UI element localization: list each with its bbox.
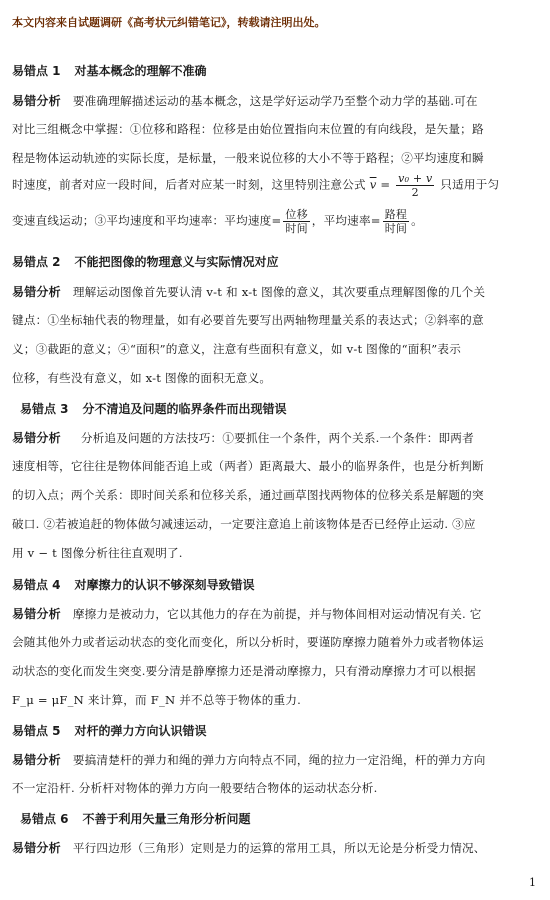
paragraph-line-friction-formula: F_μ = μF_N 来计算，而 F_N 并不总等于物体的重力. (12, 693, 302, 707)
section-number: 易错点 4 (12, 578, 61, 592)
paragraph-line: 易错分析 理解运动图像首先要认清 v-t 和 x-t 图像的意义，其次要重点理解图像的几个关 (12, 285, 486, 299)
paragraph-line: 键点：①坐标轴代表的物理量，如有必要首先要写出两轴物理量关系的表达式；②斜率的意 (12, 313, 484, 327)
paragraph-line: 易错分析 摩擦力是被动力，它以其他力的存在为前提，并与物体间相对运动情况有关. 它 (12, 607, 482, 621)
paragraph-line: 用 v − t 图像分析往往直观明了. (12, 546, 183, 560)
paragraph-line: 的切入点；两个关系：即时间关系和位移关系，通过画草图找两物体的位移关系是解题的突 (12, 488, 484, 502)
section-number: 易错点 6 (20, 812, 69, 826)
section-number: 易错点 3 (20, 402, 69, 416)
section-heading-3 (20, 400, 287, 417)
paragraph-line: 会随其他外力或者运动状态的变化而变化，所以分析时，要谨防摩擦力随着外力或者物体运 (12, 635, 484, 649)
analysis-label: 易错分析 (12, 285, 61, 299)
section-number: 易错点 2 (12, 255, 61, 269)
paragraph-line: 对比三组概念中掌握：①位移和路程：位移是由始位置指向末位置的有向线段，是矢量；路 (12, 122, 484, 136)
paragraph-line: 义；③截距的意义；④“面积”的意义，注意有些面积有意义，如 v-t 图像的“面积”表示 (12, 342, 461, 356)
paragraph-line-formula: 时速度，前者对应一段时间，后者对应某一时刻，这里特别注意公式 $\overline{v}$ = $\frac{\text{v₀ + v}}{2}$ 只适用于匀 (12, 172, 500, 199)
analysis-label: 易错分析 (12, 94, 61, 108)
analysis-label: 易错分析 (12, 607, 61, 621)
formula-average-velocity: $\overline{v}$ (369, 177, 377, 192)
paragraph-line: 速度相等，它往往是物体间能否追上或（两者）距离最大、最小的临界条件，也是分析判断 (12, 459, 484, 473)
section-title: 分不清追及问题的临界条件而出现错误 (82, 402, 287, 416)
paragraph-line: 位移，有些没有意义，如 x-t 图像的面积无意义。 (12, 371, 272, 385)
section-title: 不善于利用矢量三角形分析问题 (82, 812, 251, 826)
paragraph-line-fractions: 变速直线运动；③平均速度和平均速率：平均速度= $\frac{\text{位移}}{\text{时间}}$ ，平均速率= $\frac{\text{路程}}{\text{时间}}$ 。 (12, 208, 423, 235)
section-title: 对摩擦力的认识不够深刻导致错误 (74, 578, 255, 592)
section-heading-4 (12, 576, 255, 593)
section-heading-5 (12, 722, 207, 739)
paragraph-line: 程是物体运动轨迹的实际长度，是标量，一般来说位移的大小不等于路程；②平均速度和瞬 (12, 151, 484, 165)
section-heading-1 (12, 62, 207, 79)
paragraph-line: 易错分析 要准确理解描述运动的基本概念，这是学好运动学乃至整个动力学的基础.可在 (12, 94, 478, 108)
section-number: 易错点 1 (12, 64, 61, 78)
fraction-distance-time: $\frac{\text{路程}}{\text{时间}}$ (384, 208, 408, 235)
copyright-notice: 本文内容来自试题调研《高考状元纠错笔记》，转载请注明出处。 (12, 16, 326, 29)
paragraph-line: 破口. ②若被追赶的物体做匀减速运动，一定要注意追上前该物体是否已经停止运动. ③应 (12, 517, 476, 531)
section-title: 不能把图像的物理意义与实际情况对应 (74, 255, 279, 269)
section-heading-6 (20, 810, 251, 827)
analysis-label: 易错分析 (12, 753, 61, 767)
paragraph-line: 易错分析 分析追及问题的方法技巧：①要抓住一个条件，两个关系.一个条件：即两者 (12, 431, 474, 445)
paragraph-line: 易错分析 要搞清楚杆的弹力和绳的弹力方向特点不同，绳的拉力一定沿绳，杆的弹力方向 (12, 753, 486, 767)
paragraph-line: 动状态的变化而发生突变.要分清是静摩擦力还是滑动摩擦力，只有滑动摩擦力才可以根据 (12, 664, 476, 678)
fraction-displacement-time: $\frac{\text{位移}}{\text{时间}}$ (285, 208, 308, 235)
analysis-label: 易错分析 (12, 841, 61, 855)
section-title: 对杆的弹力方向认识错误 (74, 724, 207, 738)
paragraph-line: 易错分析 平行四边形（三角形）定则是力的运算的常用工具，所以无论是分析受力情况、 (12, 841, 486, 855)
section-heading-2 (12, 253, 279, 270)
page-number: 1 (529, 876, 536, 889)
paragraph-line: 不一定沿杆. 分析杆对物体的弹力方向一般要结合物体的运动状态分析. (12, 781, 378, 795)
section-title: 对基本概念的理解不准确 (74, 64, 207, 78)
section-number: 易错点 5 (12, 724, 61, 738)
analysis-label: 易错分析 (12, 431, 61, 445)
formula-fraction: $\frac{\text{v₀ + v}}{2}$ (398, 172, 433, 199)
